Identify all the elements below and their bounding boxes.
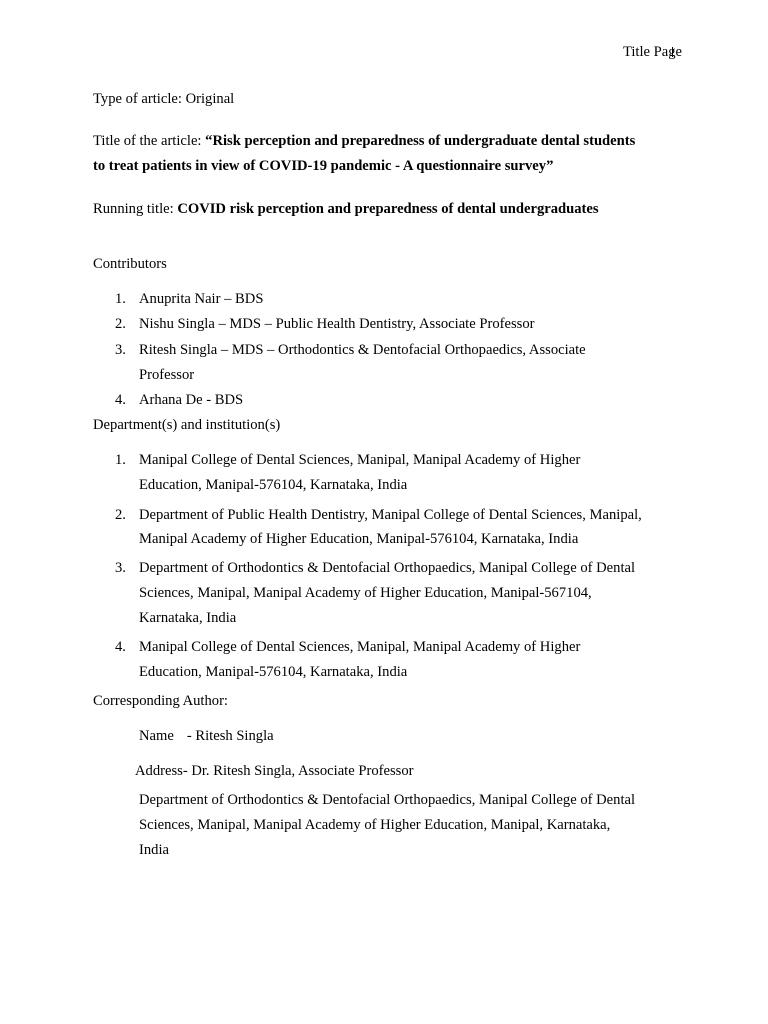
- contributor-3-line-2: Professor: [139, 367, 195, 383]
- header-label: Title Page: [622, 44, 682, 60]
- corresponding-address-line-3: India: [139, 842, 169, 858]
- article-type-label: Type of article:: [93, 91, 186, 107]
- article-type: [93, 91, 234, 108]
- department-number: 4.: [115, 639, 126, 655]
- corresponding-address-line-2: Sciences, Manipal, Manipal Academy of Higher Education, Manipal, Karnataka,: [139, 817, 611, 833]
- article-title-text-1: “Risk perception and preparedness of undergraduate dental students: [205, 133, 636, 149]
- department-3-line-2: Sciences, Manipal, Manipal Academy of Higher Education, Manipal-567104,: [139, 585, 592, 601]
- corresponding-heading: Corresponding Author:: [93, 693, 228, 709]
- running-title-label: Running title:: [93, 201, 178, 217]
- contributor-1: Anuprita Nair – BDS: [139, 291, 264, 307]
- contributor-number: 4.: [115, 392, 126, 408]
- department-4-line-2: Education, Manipal-576104, Karnataka, India: [139, 664, 408, 680]
- department-4-line-1: Manipal College of Dental Sciences, Manipal, Manipal Academy of Higher: [139, 639, 581, 655]
- running-title-value: COVID risk perception and preparedness of dental undergraduates: [177, 201, 599, 217]
- corresponding-address: [135, 763, 413, 780]
- department-2-line-1: Department of Public Health Dentistry, Manipal College of Dental Sciences, Manipal,: [139, 507, 642, 523]
- departments-heading: Department(s) and institution(s): [93, 417, 281, 433]
- department-1-line-1: Manipal College of Dental Sciences, Manipal, Manipal Academy of Higher: [139, 452, 581, 468]
- contributor-number: 3.: [115, 342, 126, 358]
- contributor-3-line-1: Ritesh Singla – MDS – Orthodontics & Dentofacial Orthopaedics, Associate: [139, 342, 586, 358]
- contributor-number: 1.: [115, 291, 126, 307]
- contributor-number: 2.: [115, 316, 126, 332]
- contributors-heading: Contributors: [93, 256, 167, 272]
- corresponding-address-value: Dr. Ritesh Singla, Associate Professor: [191, 763, 414, 779]
- department-number: 3.: [115, 560, 126, 576]
- department-1-line-2: Education, Manipal-576104, Karnataka, India: [139, 477, 408, 493]
- article-type-value: Original: [185, 91, 235, 107]
- article-title-label: Title of the article:: [93, 133, 206, 149]
- corresponding-address-label: Address-: [135, 763, 192, 779]
- contributor-2: Nishu Singla – MDS – Public Health Dentistry, Associate Professor: [139, 316, 535, 332]
- article-title-line-1: [93, 133, 635, 150]
- corresponding-address-line-1: Department of Orthodontics & Dentofacial Orthopaedics, Manipal College of Dental: [139, 792, 636, 808]
- corresponding-name-value: - Ritesh Singla: [186, 728, 274, 744]
- corresponding-name-label: Name: [139, 728, 174, 744]
- department-3-line-1: Department of Orthodontics & Dentofacial Orthopaedics, Manipal College of Dental: [139, 560, 636, 576]
- running-title: [93, 201, 599, 218]
- department-2-line-2: Manipal Academy of Higher Education, Manipal-576104, Karnataka, India: [139, 531, 579, 547]
- department-number: 2.: [115, 507, 126, 523]
- corresponding-name: [139, 728, 274, 745]
- article-title-line-2: [93, 158, 553, 175]
- contributor-4: Arhana De - BDS: [139, 392, 244, 408]
- page-header: [623, 44, 682, 61]
- article-title-text-2: to treat patients in view of COVID-19 pandemic - A questionnaire survey”: [93, 158, 554, 174]
- department-number: 1.: [115, 452, 126, 468]
- department-3-line-3: Karnataka, India: [139, 610, 237, 626]
